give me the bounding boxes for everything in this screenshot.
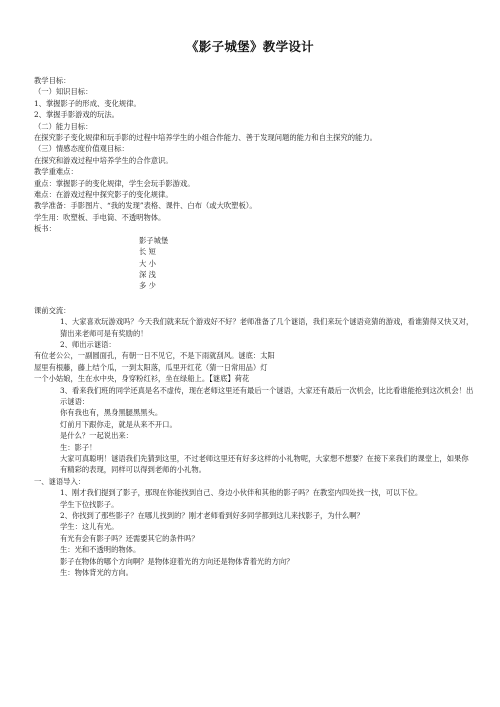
key-point: 重点：掌握影子的变化规律，学生会玩手影游戏。 — [34, 178, 195, 188]
key-points-heading: 教学重难点： — [34, 167, 78, 177]
board-line: 长 短 — [139, 247, 156, 257]
student-tools: 学生用：吹塑板、手电筒、不透明物体。 — [34, 212, 166, 222]
verse-line-3: 是什么？一起说出来： — [60, 431, 133, 441]
lesson-heading: 课前交流： — [34, 305, 71, 315]
emotion-text: 在探究和游戏过程中培养学生的合作意识。 — [34, 155, 173, 165]
emotion-heading: （三）情感态度价值观目标： — [34, 144, 129, 154]
board-line: 大 小 — [139, 258, 156, 268]
student-response-4: 生：物体背光的方向。 — [60, 568, 133, 578]
knowledge-item-2: 2、掌握手影游戏的玩法。 — [34, 110, 119, 120]
riddle-3: 一个小姑娘，生在水中央，身穿粉红衫，坐在绿船上。【谜底】荷花 — [34, 374, 250, 384]
teaching-preparation: 教学准备：手影图片、“我的发现”表格、课件、白布（或大吹塑板）。 — [34, 201, 257, 211]
paragraph-3: 3、看来我们班的同学还真是名不虚传，现在老师这里还有最后一个谜语，大家还有最后一次机会，比比看谁能抢到这次机会！出示谜语： — [60, 385, 474, 406]
paragraph-2: 2、师出示谜语： — [60, 339, 116, 349]
difficult-point: 难点：在游戏过程中探究影子的变化规律。 — [34, 190, 173, 200]
student-response-2: 学生：这儿有光。 — [60, 522, 119, 532]
student-answer: 生：影子！ — [60, 442, 97, 452]
paragraph-1: 1、大家喜欢玩游戏吗？今天我们就来玩个游戏好不好？老师准备了几个谜语，我们来玩个谜语竞猜的游戏，看谁猜得又快又对，猜出来老师可是有奖励的！ — [60, 317, 474, 338]
verse-line-1: 你有我也有，黑身黑腿黑黑头。 — [60, 408, 163, 418]
question-1: 1、刚才我们提到了影子，那现在你能找到自己、身边小伙伴和其他的影子吗？在教室内四处找一找，可以下位。 — [60, 488, 423, 498]
question-4: 影子在物体的哪个方向啊？是物体迎着光的方向还是物体背着光的方向？ — [60, 556, 294, 566]
question-2: 2、你找到了那些影子？在哪儿找到的？刚才老师看到好多同学都到这儿来找影子，为什么啊？ — [60, 511, 364, 521]
board-line: 多 少 — [139, 281, 156, 291]
riddle-1: 有位老公公，一副圆面孔，有朝一日不见它，不是下雨就刮风。谜底：太阳 — [34, 351, 275, 361]
knowledge-heading: （一）知识目标： — [34, 87, 93, 97]
student-response-1: 学生下位找影子。 — [60, 499, 119, 509]
knowledge-item-1: 1、掌握影子的形成、变化规律。 — [34, 98, 141, 108]
spacer — [34, 292, 474, 305]
goals-heading: 教学目标： — [34, 76, 71, 85]
paragraph-4: 大家可真聪明！谜语我们先猜到这里，不过老师这里还有好多这样的小礼物呢，大家想不想要？在接下来我们的课堂上，如果你有精彩的表现，同样可以得到老师的小礼物。 — [60, 454, 469, 475]
board-line: 影子城堡 — [139, 235, 169, 245]
intro-heading: 一、谜语导入： — [34, 476, 86, 486]
board-line: 深 浅 — [139, 269, 156, 279]
question-3: 有光有会有影子吗？还需要其它的条件吗？ — [60, 533, 199, 543]
document-body — [34, 75, 474, 578]
document-title: 《影子城堡》教学设计 — [185, 39, 314, 54]
student-response-3: 生：光和不透明的物体。 — [60, 545, 141, 555]
board-heading: 板书： — [34, 224, 56, 234]
ability-heading: （二）能力目标： — [34, 121, 93, 131]
riddle-2: 屋里有根藤，藤上结个瓜，一到太阳落，瓜里开红花（猜一日常用品）灯 — [34, 362, 268, 372]
verse-line-2: 灯前月下跟你走，就是从来不开口。 — [60, 419, 177, 429]
ability-text: 在探究影子变化规律和玩手影的过程中培养学生的小组合作能力、善于发现问题的能力和自主探究的能力。 — [34, 133, 377, 143]
